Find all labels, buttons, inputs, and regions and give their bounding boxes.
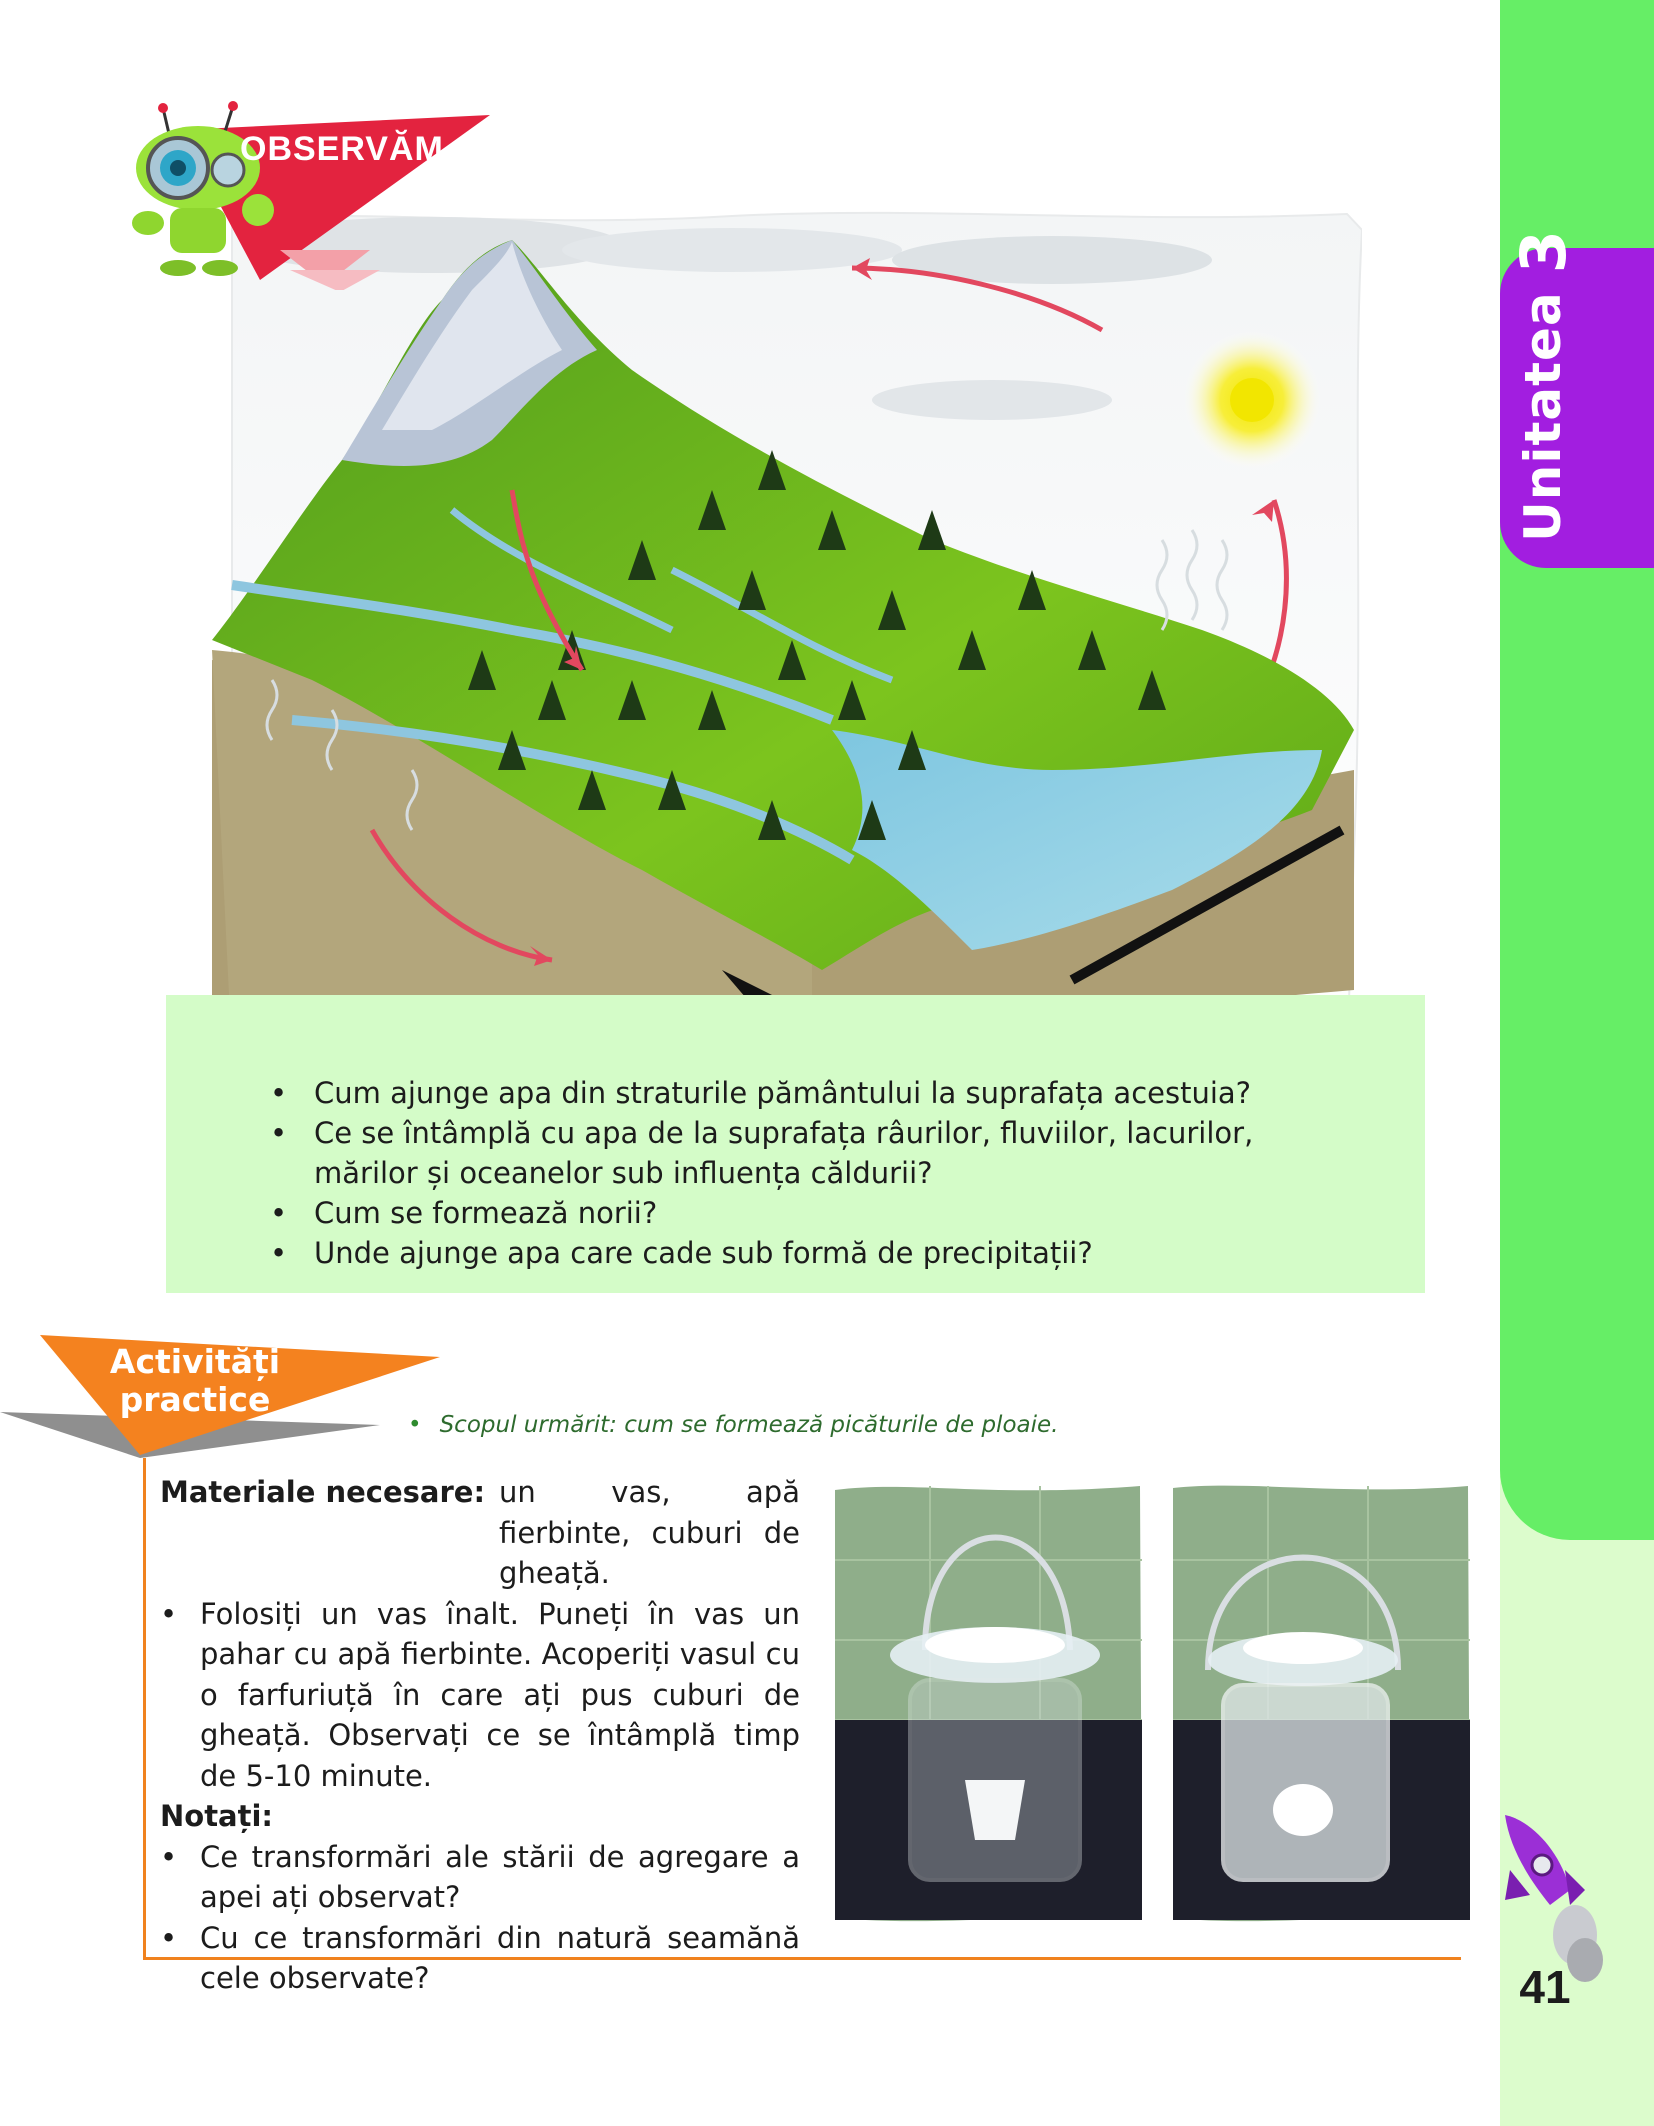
aim-bullet-icon: •	[408, 1412, 422, 1438]
note-item: • Ce transformări ale stării de agregare a apei ați observat?	[160, 1837, 800, 1918]
practice-label	[105, 1343, 285, 1419]
notes-list	[160, 1837, 800, 1999]
notes-title: Notați:	[160, 1799, 274, 1833]
water-cycle-illustration	[212, 210, 1362, 1070]
aim-text-value: Scopul urmărit: cum se formează picăturile de ploaie.	[439, 1412, 1059, 1438]
question-item: • Cum se formează norii?	[270, 1193, 1350, 1233]
unit-number: 3	[1506, 230, 1580, 274]
note-item: • Cu ce transformări din natură seamănă cele observate?	[160, 1918, 800, 1999]
robot-mascot-icon	[118, 98, 288, 278]
step-item: • Folosiți un vas înalt. Puneți în vas un pahar cu apă fierbinte. Acoperiți vasul cu o farfuriuță în care ați pus cuburi de gheață. Observați ce se întâmplă timp de 5-10 minute.	[160, 1594, 800, 1797]
unit-tab	[1500, 230, 1654, 568]
unit-word: Unitatea	[1514, 291, 1572, 542]
practice-label-line1: Activități	[109, 1342, 281, 1381]
questions-list	[270, 1073, 1350, 1273]
frame-left-border	[143, 1458, 146, 1960]
question-item: • Ce se întâmplă cu apa de la suprafața râurilor, fluviilor, lacurilor, mărilor și oceanelor sub influența căldurii?	[270, 1113, 1350, 1193]
question-item: • Unde ajunge apa care cade sub formă de precipitații?	[270, 1233, 1350, 1273]
question-item: • Cum ajunge apa din straturile pământului la suprafața acestuia?	[270, 1073, 1350, 1113]
unit-label	[1506, 230, 1580, 542]
aim-text	[408, 1412, 1058, 1438]
materials-row	[160, 1472, 800, 1594]
materials-list: un vas, apă fierbinte, cuburi de gheață.	[499, 1475, 800, 1590]
observam-label: OBSERVĂM	[240, 130, 444, 168]
practice-text	[160, 1472, 800, 1999]
steps-list	[160, 1594, 800, 1797]
experiment-photo-foggy-icon	[1168, 1480, 1473, 1925]
experiment-photo-clear-icon	[830, 1480, 1145, 1925]
practice-label-line2: practice	[119, 1380, 271, 1419]
materials-title: Materiale necesare:	[160, 1475, 486, 1509]
page-number: 41	[1519, 1961, 1571, 2013]
